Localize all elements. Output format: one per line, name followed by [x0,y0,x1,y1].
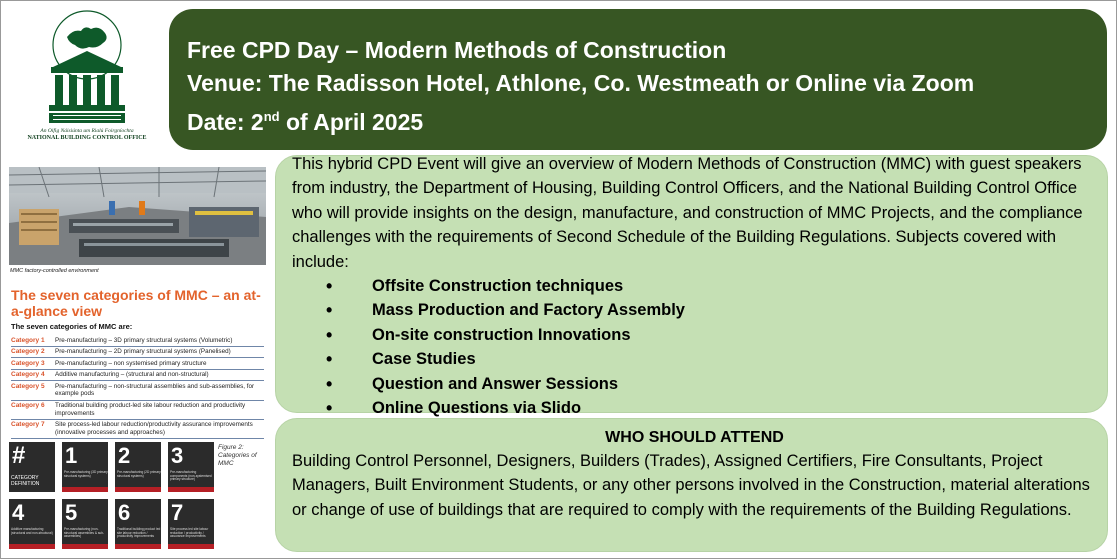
tile-text: Pre-manufacturing (non-structural assemblies & sub-assemblies) [64,527,105,539]
tile-text: Pre-manufacturing (3D primary structural systems) [64,470,108,478]
tile-number: 6 [118,500,131,525]
category-tile [115,499,161,549]
banner-date: Date: 2nd of April 2025 [187,109,424,135]
category-tiles [9,442,214,557]
categories-table [11,335,264,439]
category-tile [9,499,55,549]
tile-text: Additive manufacturing (structural and non-structural) [11,527,53,535]
mmc-document-excerpt [7,167,266,559]
category-label: Category 2 [11,348,45,356]
category-label: Category 4 [11,371,45,379]
category-label: Category 1 [11,336,45,344]
category-row [11,347,264,359]
subject-item: • Online Questions via Slido [326,396,1097,420]
category-label: Category 6 [11,402,45,410]
event-intro: This hybrid CPD Event will give an overview of Modern Methods of Construction (MMC) with guest speakers from industry, the Department of Housing, Building Control Officers, and the National Building Control Office who will provide insights on the design, manufacture, and construction of MMC Projects, and the compliance challenges with the requirements of Second Schedule of the Building Regulations. Subjects covered with include: [292,155,1083,271]
tile-text: Site process led site labour reduction / productivity / assurance improvements [170,527,209,539]
tile-text: Traditional building product led site labour reduction / productivity improvements [117,527,161,539]
tile-number: 5 [65,500,78,525]
category-description: Traditional building product-led site labour reduction and productivity improvements [55,402,246,417]
category-row [11,420,264,439]
subject-item: • Case Studies [326,347,1097,371]
attend-body: Building Control Personnel, Designers, Builders (Trades), Assigned Certifiers, Fire Consultants, Project Managers, Built Environment Students, or any other persons involved in the Construction, material alterations or change of use of buildings that are required to comply with the requirements of the Building Regulations. [292,452,1090,519]
category-row [11,401,264,420]
who-should-attend-box [275,418,1108,552]
logo-caption-irish: An Oifig Náisiúnta um Rialú Foirgníochta [40,128,134,134]
category-label: Category 7 [11,421,45,429]
tile-text: Pre-manufacturing (2D primary structural systems) [117,470,161,478]
category-description: Site process-led labour reduction/productivity assurance improvements (innovative processes and approaches) [55,421,253,436]
category-row [11,358,264,370]
category-label: Category 5 [11,382,45,390]
document-title: The seven categories of MMC – an at-a-glance view [11,287,261,319]
subject-item: • Mass Production and Factory Assembly [326,298,1097,322]
tile-number: 4 [12,500,25,525]
subject-item: • Question and Answer Sessions [326,372,1097,396]
banner-title: Free CPD Day – Modern Methods of Construction [187,37,727,63]
logo-caption-english: NATIONAL BUILDING CONTROL OFFICE [27,135,147,141]
category-tile [62,442,108,492]
category-row [11,370,264,382]
category-tile [9,442,55,492]
subjects-list [326,274,1097,420]
banner-venue: Venue: The Radisson Hotel, Athlone, Co. Westmeath or Online via Zoom [187,70,975,96]
category-row [11,381,264,400]
event-banner [169,9,1107,150]
tile-number: # [12,442,26,469]
category-tile [115,442,161,492]
category-description: Additive manufacturing – (structural and non-structural) [55,371,209,379]
tile-text: Pre-manufacturing components (non-systemised primary structure) [170,470,212,482]
category-tile [62,499,108,549]
subject-item: • On-site construction Innovations [326,323,1097,347]
category-tile [168,499,214,549]
tile-number: 2 [118,443,131,468]
tile-number: 1 [65,443,78,468]
tile-number: 7 [171,500,184,525]
category-tile [168,442,214,492]
category-description: Pre-manufacturing – non-structural assemblies and sub-assemblies, for example pods [55,382,255,398]
category-description: Pre-manufacturing – 2D primary structural systems (Panelised) [55,348,231,356]
factory-photo [9,167,266,265]
category-description: Pre-manufacturing – 3D primary structural systems (Volumetric) [55,336,233,344]
document-subtitle: The seven categories of MMC are: [11,322,133,331]
photo-caption: MMC factory-controlled environment [10,268,99,274]
logo-caption [27,128,147,141]
tile-number: 3 [171,443,184,468]
category-label: Category 3 [11,359,45,367]
attend-heading: WHO SHOULD ATTEND [605,429,784,446]
tile-text: CATEGORY DEFINITION [11,475,40,487]
logo-emblem [23,7,151,132]
category-description: Pre-manufacturing – non systemised primary structure [55,359,207,367]
category-row [11,335,264,347]
figure-label: Figure 2: Categories of MMC [218,444,257,467]
subject-item: • Offsite Construction techniques [326,274,1097,298]
event-description-box [275,155,1108,418]
